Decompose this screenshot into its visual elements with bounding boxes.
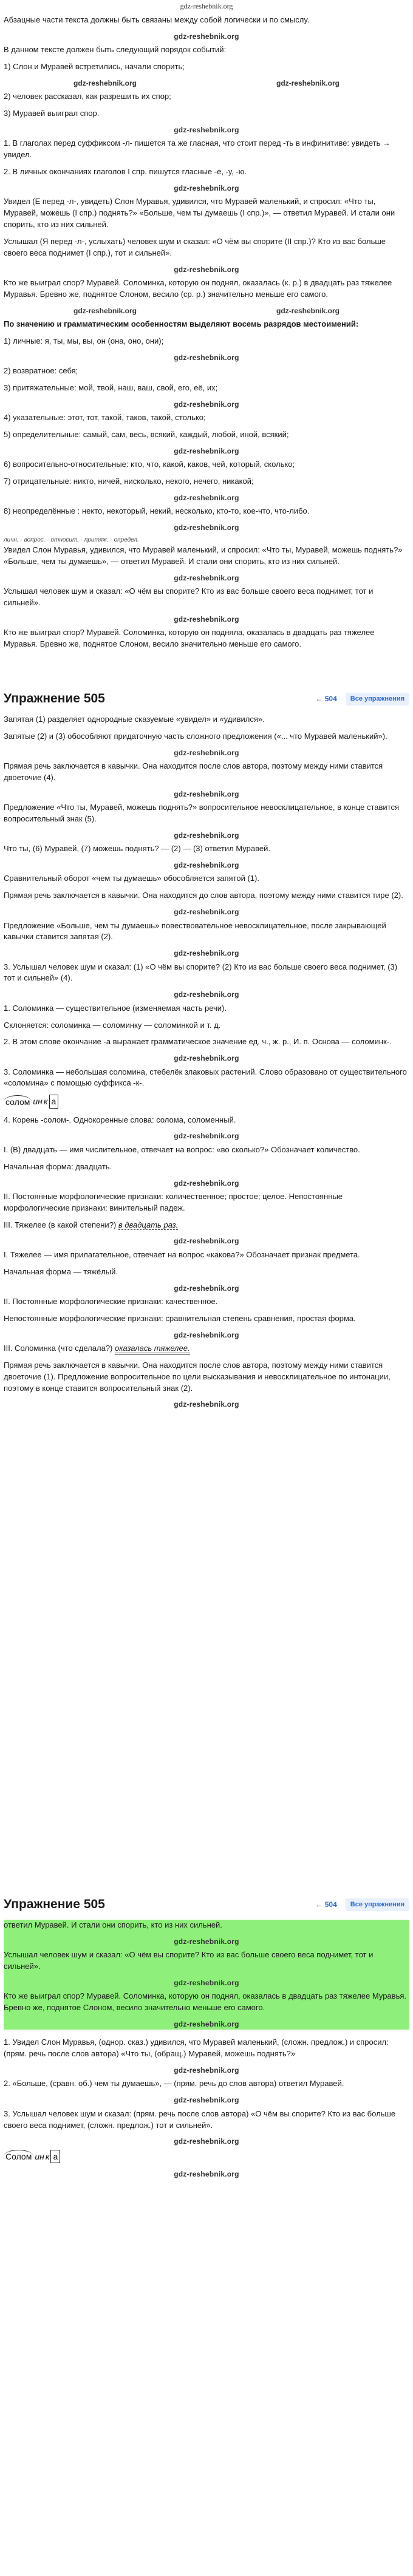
paragraph: 1. Увидел Слон Муравья, (однор. сказ.) удивился, что Муравей маленький, (сложн. предлож.) и спросил: (прям. речь после слов автора) «Что ты, (обращ.) Муравей, можешь поднять?»: [4, 2037, 389, 2059]
prev-exercise-link[interactable]: ← 504: [315, 694, 337, 703]
paragraph: 1) Слон и Муравей встретились, начали спорить;: [4, 62, 185, 72]
watermark: gdz-reshebnik.org: [174, 1330, 239, 1339]
annotated-sentence: Кто же выиграл спор? Муравей. Соломинка, которую он подняла, оказалась в двадцать раз тяжелее Муравья. Бревно же, поднятое Слоном, весило значительно меньше его самого.: [4, 628, 375, 649]
paragraph: Предложение «Что ты, Муравей, можешь поднять?» вопросительное невосклицательное, в конце ставится вопросительный знак (5).: [4, 803, 400, 823]
watermark: gdz-reshebnik.org: [174, 1054, 239, 1063]
watermark: gdz-reshebnik.org: [174, 908, 239, 917]
exercise-title: Упражнение 505: [4, 692, 105, 705]
list-item: 3) притяжательные: мой, твой, наш, ваш, свой, его, её, их;: [4, 382, 218, 392]
prev-exercise-link[interactable]: ← 504: [315, 1900, 337, 1909]
exercise-header: [0, 688, 413, 713]
paragraph: Что ты, (6) Муравей, (7) можешь поднять? — (2) — (3) ответил Муравей.: [4, 844, 270, 854]
watermark: gdz-reshebnik.org: [174, 1178, 239, 1188]
paragraph: Прямая речь заключается в кавычки. Она находится после слов автора, поэтому между ними ставится двоеточие (4).: [4, 761, 383, 782]
watermark: gdz-reshebnik.org: [174, 1237, 239, 1246]
watermark: gdz-reshebnik.org: [174, 2137, 239, 2146]
watermark: gdz-reshebnik.org: [174, 1400, 239, 1409]
paragraph: Предложение «Больше, чем ты думаешь» повествовательное невосклицательное, после закрывающей кавычки ставится запятая (2).: [4, 920, 386, 942]
watermark: gdz-reshebnik.org: [174, 493, 239, 502]
pronoun-labels: личн. · вопрос. · относит. · притяж. · определ.: [4, 536, 139, 543]
exercise-body-repeat: [0, 1920, 413, 2572]
watermark: gdz-reshebnik.org: [174, 126, 239, 134]
paragraph: Прямая речь заключается в кавычки. Она находится после слов автора, поэтому между ними ставится двоеточие (1). Предложение вопросительное по цели высказывания и невосклицательное по интонации, поэтому в конце ставится вопросительный знак (2).: [4, 1360, 391, 1393]
morpheme-parse: [4, 2150, 409, 2163]
paragraph: 3. Услышал человек шум и сказал: (1) «О чём вы спорите? (2) Кто из вас больше своего веса поднимет, (3) тот и сильней» (4).: [4, 962, 398, 983]
morph-suffix: ин: [33, 1096, 43, 1107]
exercise-heading: [4, 1895, 409, 1914]
paragraph: II. Постоянные морфологические признаки: количественное; простое; целое. Непостоянные морфологические признаки: винительный падеж.: [4, 1191, 343, 1212]
list-item: 2) возвратное: себя;: [4, 366, 78, 376]
watermark: gdz-reshebnik.org: [174, 831, 239, 840]
watermark: gdz-reshebnik.org: [174, 2096, 239, 2105]
watermark: gdz-reshebnik.org: [174, 1978, 239, 1987]
list-item: 1) личные: я, ты, мы, вы, он (она, оно, они);: [4, 336, 164, 345]
all-exercises-button[interactable]: Все упражнения: [346, 693, 409, 705]
watermark: gdz-reshebnik.org: [174, 990, 239, 999]
paragraph: 3. Соломинка — небольшая соломина, стебелёк злаковых растений. Слово образовано от существительного «соломина» с помощью суффикса -к-.: [4, 1067, 407, 1088]
morpheme-parse: [4, 1095, 409, 1108]
watermark-row: gdz-reshebnik.org gdz-reshebnik.org: [73, 306, 340, 315]
exercise-title: Упражнение 505: [4, 1897, 105, 1911]
watermark: gdz-reshebnik.org: [174, 861, 239, 870]
annotated-sentence: Увидел Слон Муравья, удивился, что Муравей маленький, и спросил: «Что ты, Муравей, можешь поднять?» «Больше, чем ты думаешь», — ответил Муравей. И стали они спорить, кто из них сильней.: [4, 545, 403, 566]
paragraph: 4. Корень -солом-. Однокоренные слова: солома, соломенный.: [4, 1115, 236, 1124]
watermark: gdz-reshebnik.org: [174, 265, 239, 274]
watermark: gdz-reshebnik.org: [174, 399, 239, 409]
paragraph: Запятая (1) разделяет однородные сказуемые «увидел» и «удивился».: [4, 715, 265, 724]
watermark: gdz-reshebnik.org: [174, 353, 239, 362]
exercise-heading: [4, 690, 409, 708]
watermark: gdz-reshebnik.org: [174, 2170, 239, 2179]
paragraph: Запятые (2) и (3) обособляют придаточную часть сложного предложения («... что Муравей маленький»).: [4, 731, 387, 741]
watermark: gdz-reshebnik.org: [174, 2066, 239, 2075]
watermark: gdz-reshebnik.org: [174, 446, 239, 455]
paragraph: Склоняется: соломинка — соломинку — соломинкой и т. д.: [4, 1020, 221, 1030]
watermark-row: gdz-reshebnik.org gdz-reshebnik.org: [73, 78, 340, 87]
paragraph: 2. В этом слове окончание -а выражает грамматическое значение ед. ч., ж. р., И. п. Основа — соломинк-.: [4, 1037, 392, 1047]
paragraph: Кто же выиграл спор? Муравей. Соломинка, которую он поднял, оказалась (к. р.) в двадцать раз тяжелее Муравья. Бревно же, поднятое Слоном, весило (ср. р.) значительно меньше его самого.: [4, 277, 392, 299]
paragraph: Непостоянные морфологические признаки: сравнительная степень сравнения, простая форма.: [4, 1313, 356, 1323]
paragraph: Начальная форма: двадцать.: [4, 1161, 112, 1171]
watermark: gdz-reshebnik.org: [174, 789, 239, 798]
watermark: gdz-reshebnik.org: [174, 1937, 239, 1946]
annotated-sentence: Услышал человек шум и сказал: «О чём вы спорите? Кто из вас больше своего веса поднимет, тот и сильней».: [4, 586, 374, 607]
paragraph: III. Соломинка (что сделала?) оказалась тяжелее.: [4, 1343, 409, 1354]
list-item: 8) неопределённые : некто, некоторый, некий, несколько, кто-то, кое-что, что-либо.: [4, 506, 310, 516]
watermark: gdz-reshebnik.org: [174, 1283, 239, 1293]
paragraph: Кто же выиграл спор? Муравей. Соломинка, которую он поднял, оказалась в двадцать раз тяжелее Муравья. Бревно же, поднятое Слоном, весило значительно меньше его самого.: [4, 1991, 406, 2013]
paragraph: В данном тексте должен быть следующий порядок событий:: [4, 45, 227, 55]
paragraph: II. Постоянные морфологические признаки: качественное.: [4, 1296, 218, 1306]
paragraph: Сравнительный оборот «чем ты думаешь» обособляется запятой (1).: [4, 874, 259, 883]
watermark: gdz-reshebnik.org: [174, 183, 239, 192]
paragraph: I. (В) двадцать — имя числительное, отвечает на вопрос: «во сколько?» Обозначает количество.: [4, 1144, 360, 1154]
paragraph: 1. В глаголах перед суффиксом -л- пишется та же гласная, что стоит перед -ть в инфинитиве: увидеть → увидел.: [4, 138, 391, 160]
watermark: gdz-reshebnik.org: [174, 573, 239, 582]
paragraph: Начальная форма — тяжёлый.: [4, 1266, 118, 1276]
watermark: gdz-reshebnik.org: [174, 1132, 239, 1141]
top-site-caption: [0, 1, 413, 16]
watermark: gdz-reshebnik.org: [174, 32, 239, 41]
watermark: gdz-reshebnik.org: [174, 523, 239, 532]
morph-ending: а: [50, 2150, 60, 2163]
paragraph: 2) человек рассказал, как разрешить их спор;: [4, 92, 171, 101]
list-item: 7) отрицательные: никто, ничей, нисколько, некого, нечего, никакой;: [4, 477, 254, 486]
watermark: gdz-reshebnik.org: [174, 2020, 239, 2028]
watermark: gdz-reshebnik.org: [174, 949, 239, 958]
paragraph: 3) Муравей выиграл спор.: [4, 109, 100, 118]
paragraph: 2. «Больше, (сравн. об.) чем ты думаешь», — (прям. речь до слов автора) ответил Муравей.: [4, 2079, 344, 2088]
list-item: 4) указательные: этот, тот, такой, таков, такой, столько;: [4, 413, 206, 423]
paragraph: 1. Соломинка — существительное (изменяемая часть речи).: [4, 1003, 227, 1013]
paragraph: 2. В личных окончаниях глаголов I спр. пишутся гласные -е, -у, -ю.: [4, 167, 247, 177]
paragraph: Услышал (Я перед -л-, услыхать) человек шум и сказал: «О чём вы спорите (II спр.)? Кто из вас больше своего веса поднимет (I спр.), тот и сильней».: [4, 236, 386, 257]
watermark: gdz-reshebnik.org: [174, 748, 239, 757]
paragraph: Услышал человек шум и сказал: «О чём вы спорите? Кто из вас больше своего веса поднимет, тот и сильней».: [4, 1950, 374, 1971]
paragraph: Абзацные части текста должны быть связаны между собой логически и по смыслу.: [4, 15, 310, 24]
answer-section: [0, 15, 413, 688]
list-item: 5) определительные: самый, сам, весь, всякий, каждый, любой, иной, всякий;: [4, 430, 289, 439]
morph-root: солом: [4, 1095, 32, 1108]
morph-suffix: к: [45, 2151, 50, 2161]
exercise-body: [0, 714, 413, 1892]
highlighted-block: [4, 1920, 409, 2030]
paragraph: I. Тяжелее — имя прилагательное, отвечает на вопрос «какова?» Обозначает признак предмета.: [4, 1249, 360, 1259]
morph-suffix: ин: [35, 2151, 44, 2161]
paragraph: Прямая речь заключается в кавычки. Она находится до слов автора, поэтому между ними ставится тире (2).: [4, 891, 403, 900]
list-item: 6) вопросительно-относительные: кто, что, какой, каков, чей, который, сколько;: [4, 460, 295, 469]
all-exercises-button[interactable]: Все упражнения: [346, 1898, 409, 1911]
paragraph: По значению и грамматическим особенностям выделяют восемь разрядов местоимений:: [4, 319, 359, 328]
paragraph: 3. Услышал человек шум и сказал: (прям. речь после слов автора) «О чём вы спорите? Кто из вас больше своего веса поднимет, (сложн. предлож.) тот и сильней».: [4, 2109, 396, 2130]
paragraph: Увидел (Е перед -л-, увидеть) Слон Муравья, удивился, что Муравей маленький, и спросил: «Что ты, Муравей, можешь (I спр.) поднять?» «Больше, чем ты думаешь (I спр.)», — ответил Муравей. И стали они спорить, кто из них сильней.: [4, 197, 395, 229]
morph-ending: а: [49, 1095, 59, 1108]
morph-suffix: к: [43, 1096, 48, 1107]
paragraph: ответил Муравей. И стали они спорить, кто из них сильней.: [4, 1920, 222, 1929]
site-caption: gdz-reshebnik.org: [180, 2, 233, 10]
morph-root: Солом: [4, 2150, 33, 2163]
watermark: gdz-reshebnik.org: [174, 614, 239, 624]
paragraph: III. Тяжелее (в какой степени?) в двадцать раз.: [4, 1220, 179, 1229]
exercise-header-repeat: [0, 1894, 413, 1918]
